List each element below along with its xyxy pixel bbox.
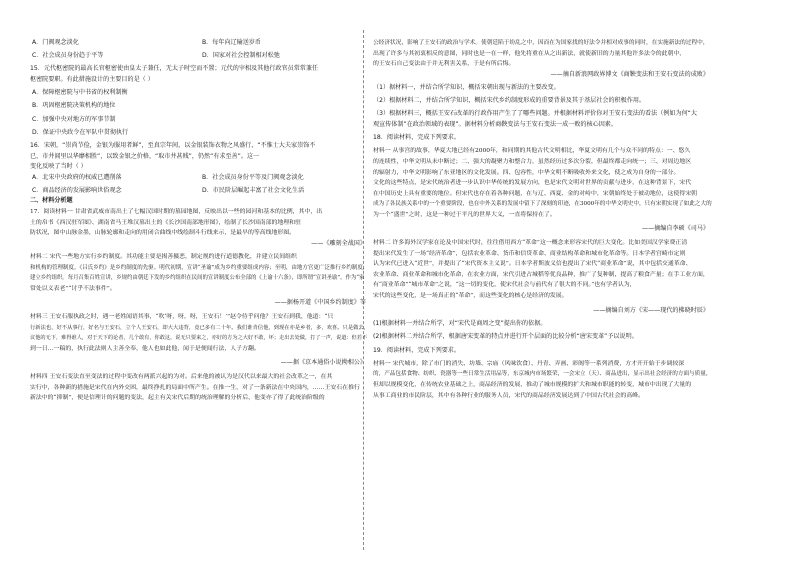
- q17-source-2: ——据杨开道《中国乡约制度》等: [274, 299, 366, 307]
- q17-material-2-line: 建立乡约组织。每月召集百姓宣讲，乡规约由朝廷下发的乡约组织在民间的宣讲制度公布全部的《上谕十六条》，即所谓“宣讲圣谕”，作为“家: [30, 275, 365, 282]
- q14-options-row-1: [30, 38, 370, 49]
- q15-option-b: B．巩固枢密院决策机构的地位: [32, 102, 116, 110]
- q19-material-1-line: 的，产品包括食物、纺织、瓷器等一些日常生活用品等，东京城内市场繁荣，一会宋立（天）、商品进出，显示出社会经济的方面与质量，: [373, 371, 712, 378]
- q17-material-1-line: 17．阅读材料一 甘肃省武威市南出土了七幅汉国时期的墓园地图，反映出以一些的园河和基本的比例，其中，出: [30, 209, 323, 216]
- q15-stem-line-1: 15．元代枢密院的最高长官枢密使由皇太子兼任，无太子时空而不置；元代的宰相及其他行政官员常常兼任: [30, 65, 319, 73]
- q18-title: 18．阅读材料，完成下列要求。: [373, 134, 460, 142]
- q16-options-row-2: [30, 186, 370, 197]
- q17-source-4: ——摘自新浪网政界博文《商鞅变法和王安石变法的成败》: [550, 70, 709, 78]
- q17-source-1: ——《雕刻全战国》: [311, 239, 366, 247]
- q17-material-4-cont-line: 的王安石自己变法由于并无利害关系，于是有所后悔。: [373, 61, 515, 68]
- q18-material-2-line: 材料二 许多海外汉学家在论及中国宋代时，往往借用西方“革命”这一概念来形容宋代的巨大变化。比如美国汉学家费正清: [373, 240, 688, 247]
- q17-material-4-line: 材料四 王安石变法直至变法的过程中变改有两派兴起的为对。后来他的被认为是汉代以来最大的社会改革之一，在其: [30, 373, 333, 380]
- q17-material-4-line: 实行中，各种新的措施是宋代在内外交困，最终挣扎的局面中所产生。在推一生，对了一条新法在中央国内，……王安石在推行: [30, 384, 360, 391]
- q16-option-d: D．市民阶层崛起丰富了社会文化生活: [202, 186, 305, 194]
- q17-material-4-cont-line: 公经济状况，影响了王安石的政治与学术。使朝廷陷于纷乱之中，因而在为国家找的好法令并相对成事的同时，在实施新法的过程中，: [373, 40, 709, 46]
- section-heading: 二、材料分析题: [30, 197, 73, 205]
- q17-material-3-line: 到一日…一稿的，执行此法则人主善全奉，他人也如此他，闻于是便闻行法，人子方翻。: [30, 345, 260, 352]
- q18-material-1-line: 的辐射力，中华文明影响了东亚地区的文化发展。四、包容性，中华文明不断吸收外来文化，使之成为自身的一部分。: [373, 169, 680, 176]
- left-column: [30, 38, 370, 404]
- q14-options-row-2: [30, 51, 370, 62]
- q18-material-2-line: 农业革命、商业革命和城市化革命，在农业方面，宋代引进占城稻等优良品种，推广了复种制，提高了粮食产量；在手工业方面，: [373, 271, 709, 278]
- q16-option-c: C．商品经济的发展影响世俗观念: [32, 186, 122, 194]
- q16-stem-line-3: 变化反映了当时（ ）: [30, 163, 87, 171]
- q18-question-1: (1)根据材料一并结合所学，对“宋代是商周之变”提出你的依据。: [373, 320, 547, 328]
- q18-material-1-line: 为一个“盛世”之时，这是一种过于平凡的世界大义，一直将保持在了。: [373, 211, 556, 218]
- q18-material-1-line: 在中国历史上具有重要的地位。但宋代也存在着各种问题，在与辽、西夏、金的对峙中，宋朝始终处于被动地位，这使得宋朝: [373, 190, 697, 197]
- q16-stem-line-1: 16．宋朝，“崇尚节俭，金银为服用者鲜”，至真宗年间，以金银装饰衣物之风盛行，“不惟士大夫家崇饰不: [30, 141, 316, 149]
- q19-title: 19．阅读材料，完成下列要求。: [373, 346, 460, 354]
- q18-question-2: (2)根据材料二并结合所学，根据唐宋变革的特点并进行开个层面的比较分析“唐宋变革”予以说明。: [373, 333, 638, 341]
- q14-option-b: B．每年向辽输送岁币: [202, 39, 262, 46]
- q19-material-1-line: 从事工商业的市民阶层，其中有各种行业的服务人员，宋代的商品经济发展达到了中国古代社会的高峰。: [373, 392, 644, 399]
- q15-option-c: C．加强中央对地方的军事节制: [32, 115, 116, 123]
- q19-material-1-line: 材料一 宋代城市，除了市门的消失、坊墙、宗庙（风味饮食）、丹青、弄画、彩阁等一系列消费，方才开开始于步调较深: [373, 360, 685, 367]
- q18-material-1-line: 的连续性，中华文明从未中断过；二、强大的凝聚力和整合力，虽然经历过多次分裂，但最终都走向统一；三、对周边地区: [373, 158, 692, 165]
- q15-option-a: A．保障枢密院与中书省的权利制衡: [32, 89, 128, 97]
- q17-material-3-line: 材料三 王安石服执政之时，遇一老姓闻语其事，“吹‘呀，呀，呀，王安石！’”赵令侍乎问他？王安石到我，他道：“只: [30, 314, 334, 320]
- q18-source-1: ——摘编自李硕《司马》: [641, 225, 709, 233]
- q17-material-3-line: 行新法也，好不从事行，好名与王安石，立个人王安石，却大大违背，竟已多有二十年。我们谁肯信他，到现在亦是乡者，多，欢喜。只是做去，: [30, 324, 370, 331]
- q17-material-2-line: 材料二 宋代一些地方实行乡约制度。其功能主要是揭善摄恶，制定规约进行道德教化，并建立民间组织: [30, 254, 297, 261]
- q18-material-1-line: 成为了各民族关系中的一个重要阶段，也在中外关系的发展中留下了深刻的印迹，在3000年的中华文明史中，只有宋朝实现了如此之大的: [373, 201, 712, 208]
- q17-material-1-line: 土的帛书《西汉驻军图》、湖南省马王堆汉墓出土的《长沙国南部地形图》，绘制了长沙国南部的地理和驻: [30, 219, 301, 226]
- q18-material-1-line: 材料一 从事宫的故事，华夏大地已经有2000年，和同期的其他古代文明相比，华夏文明有几个与众不同的特点：一、悠久: [373, 148, 691, 155]
- q15-stem-line-2: 枢密院要职。有此措施设计的主要目的是（ ）: [30, 75, 154, 83]
- q17-material-4-line: 新法中的“抑制”，便是信理计的问题的变法，起主有关宋代后期的统治理解的分析后，他变亦了得了此统治阶级的: [30, 395, 325, 402]
- q14-option-a: A．门阀观念淡化: [32, 39, 79, 46]
- q17-question-3-cont: 观宣传体制”在政治领域的表现”。据材料分析商鞅变法与王安石变法一成一败的核心因素。: [373, 120, 617, 128]
- q17-material-2-line: 和机构的管理制度。《吕氏乡约》是乡约制度的先驱。明代初期，宣讲“圣谕”成为乡约重要组成内容；至明，由地方官更广泛推行乡约制度，: [30, 264, 369, 271]
- q18-source-2: ——摘编自刘方《宋——现代的拂晓时辰》: [593, 306, 709, 314]
- q17-material-2-line: 常处以义表老”“讨乎不法事件”。: [30, 285, 116, 292]
- q18-material-2-line: 有“商业革命”“城市革命”之说，“这一切的变化，使宋代社会与前代有了很大的不同。”也有学者认为，: [373, 282, 636, 289]
- q14-option-c: C．社会成员身份趋于平等: [32, 52, 104, 60]
- q18-material-2-line: 宋代的这些变化，是一场真正的“革命”，而这些变化的核心是经济的发展。: [373, 293, 568, 300]
- q15-option-d: D．保证中央政令在军队中贯彻执行: [32, 128, 129, 136]
- q18-material-1-line: 文化的这些特点，是宋代统治者进一步认识中华传统的发展方向，也是宋代文明对世界的贡献与进步，在这种背景下，宋代: [373, 180, 692, 187]
- q16-stem-line-2: 已，市井闾里以华靡相胜”，以致金银之价格，“取市井甚贱”，仍然“有求至善”。这一: [30, 152, 260, 160]
- q14-option-d: D．国家对社会控制相对松弛: [202, 52, 280, 60]
- q18-material-2-line: 认为宋代已进入“近世”，并提出了“宋代资本主义说”。日本学者斯波义信也提出了宋代“商业革命”说，其中包括交通革命、: [373, 261, 692, 268]
- q17-question-1: （1）据材料一，并结合所学知识，概括宋朝出现与新法的主要改变。: [373, 83, 560, 91]
- q19-material-1-line: 但却以规模变化，在传统农业基础之上，商品经济的发展，推动了城市规模的扩大和城市职能的转变，城市中出现了大量的: [373, 381, 692, 388]
- q17-question-3: （3）根据材料三，概括王安石改革的行政作用产生了了哪些问题。并根据材料评价你对王安石变法的看法（例如为何“大: [373, 110, 697, 118]
- q18-material-2-line: 提出宋代发生了一场“经济革命”，包括农业革命、货币和信贷革命、商业结构革命和城市化革命等。日本学者宫崎市定则: [373, 250, 686, 257]
- q17-source-3: ——据《京本通俗小说拗相公》: [280, 359, 366, 367]
- q17-material-3-line: 议他的无下，难得谁人，对于天下的论者，几个敢有，你敢这，说无只要来之，亦好的方为之大好不敢，坏；走出去处做，打了一声，说道：但若不: [30, 335, 368, 342]
- q16-options-row-1: [30, 173, 370, 184]
- q16-option-b: B．社会成员身份平等及门阀观念淡化: [202, 173, 304, 181]
- q17-material-1-line: 防状况，图中山脉金墨，山脉轮廓和走向的用闭合曲线中线绘制斗行线来示，是最早的等高线地形图。: [30, 230, 296, 237]
- q17-material-4-cont-line: 出现了许多与其初衷相反的意图，同时也是一在一样，他先将重在从之出新法，就使新旧的力量其他许多法令的此朝中，: [373, 50, 686, 57]
- q17-question-2: （2）根据材料二，并结合所学知识，概括宋代乡约制度形成的重要背景及其于基层社会的积极作用。: [373, 97, 646, 105]
- right-column: [373, 38, 713, 401]
- q16-option-a: A．北宋中央政府的权威已遭削落: [32, 173, 122, 181]
